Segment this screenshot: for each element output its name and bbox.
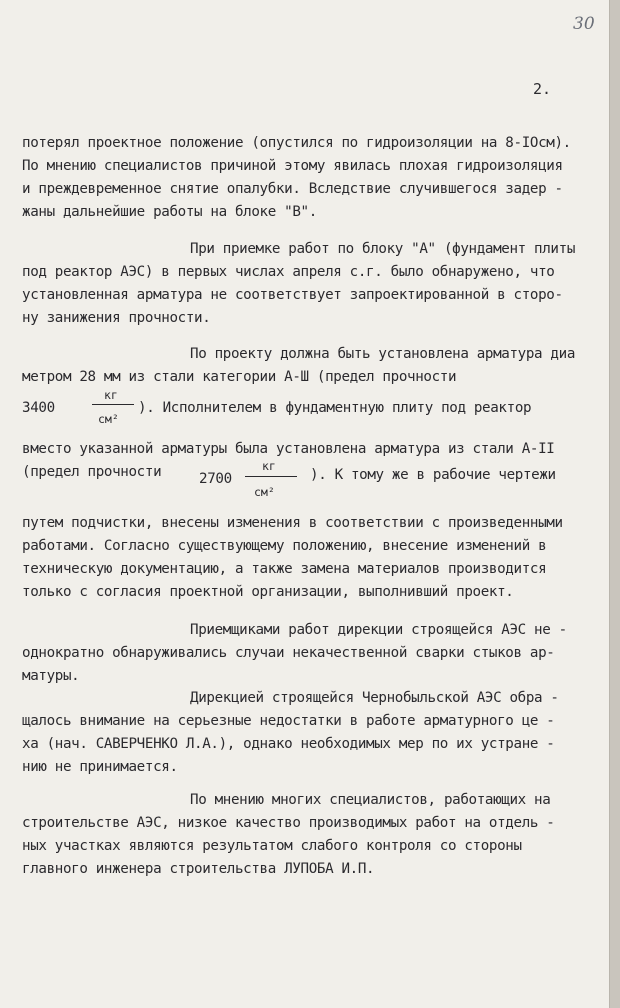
text-line: и преждевременное снятие опалубки. Вследствие случившегося задер - [22,181,563,197]
text-line: потерял проектное положение (опустился по гидроизоляции на 8-IOсм). [22,135,571,151]
text-line: щалось внимание на серьезные недостатки в работе арматурного це - [22,713,555,729]
text-line: работами. Согласно существующему положению, внесение изменений в [22,538,547,554]
text-line: метром 28 мм из стали категории А-Ш (предел прочности [22,369,457,385]
text-line: По мнению специалистов причиной этому явилась плохая гидроизоляция [22,158,563,174]
text-line: ну занижения прочности. [22,310,211,326]
text-line: путем подчистки, внесены изменения в соответствии с произведенными [22,515,563,531]
text-line: строительстве АЭС, низкое качество производимых работ на отдель - [22,815,555,831]
text-line: под реактор АЭС) в первых числах апреля с.г. было обнаружено, что [22,264,555,280]
strength-value: 3400 [22,400,55,416]
unit-denominator: см² [98,412,119,426]
text-line: нию не принимается. [22,759,178,775]
text-line: Приемщиками работ дирекции строящейся АЭС не - [190,622,567,638]
text-line: (предел прочности [22,464,162,480]
text-line: жаны дальнейшие работы на блоке "В". [22,204,317,220]
unit-denominator: см² [254,485,275,499]
text-line: установленная арматура не соответствует запроектированной в сторо- [22,287,563,303]
text-line: однократно обнаруживались случаи некачественной сварки стыков ар- [22,645,555,661]
fraction-bar [245,476,297,477]
text-line: При приемке работ по блоку "А" (фундамент плиты [190,241,576,257]
text-line: Дирекцией строящейся Чернобыльской АЭС обра - [190,690,559,706]
text-line: По проекту должна быть установлена арматура диа [190,346,576,362]
unit-numerator: кг [262,459,276,473]
unit-numerator: кг [104,388,118,402]
text-line: матуры. [22,668,80,684]
text-line: По мнению многих специалистов, работающих на [190,792,551,808]
strength-value: 2700 [199,471,232,487]
text-line: вместо указанной арматуры была установлена арматура из стали А-II [22,441,555,457]
text-line: ха (нач. САВЕРЧЕНКО Л.А.), однако необходимых мер по их устране - [22,736,555,752]
text-line: главного инженера строительства ЛУПОБА И.П. [22,861,375,877]
page-edge [610,0,620,1008]
text-line: ных участках являются результатом слабого контроля со стороны [22,838,522,854]
text-line: только с согласия проектной организации, выполнивший проект. [22,584,514,600]
page-number: 2. [533,80,552,98]
text-line: ). К тому же в рабочие чертежи [310,467,556,483]
fraction-bar [92,404,134,405]
folio-number: 30 [573,14,595,34]
text-line: техническую документацию, а также замена материалов производится [22,561,547,577]
text-line: ). Исполнителем в фундаментную плиту под реактор [138,400,532,416]
